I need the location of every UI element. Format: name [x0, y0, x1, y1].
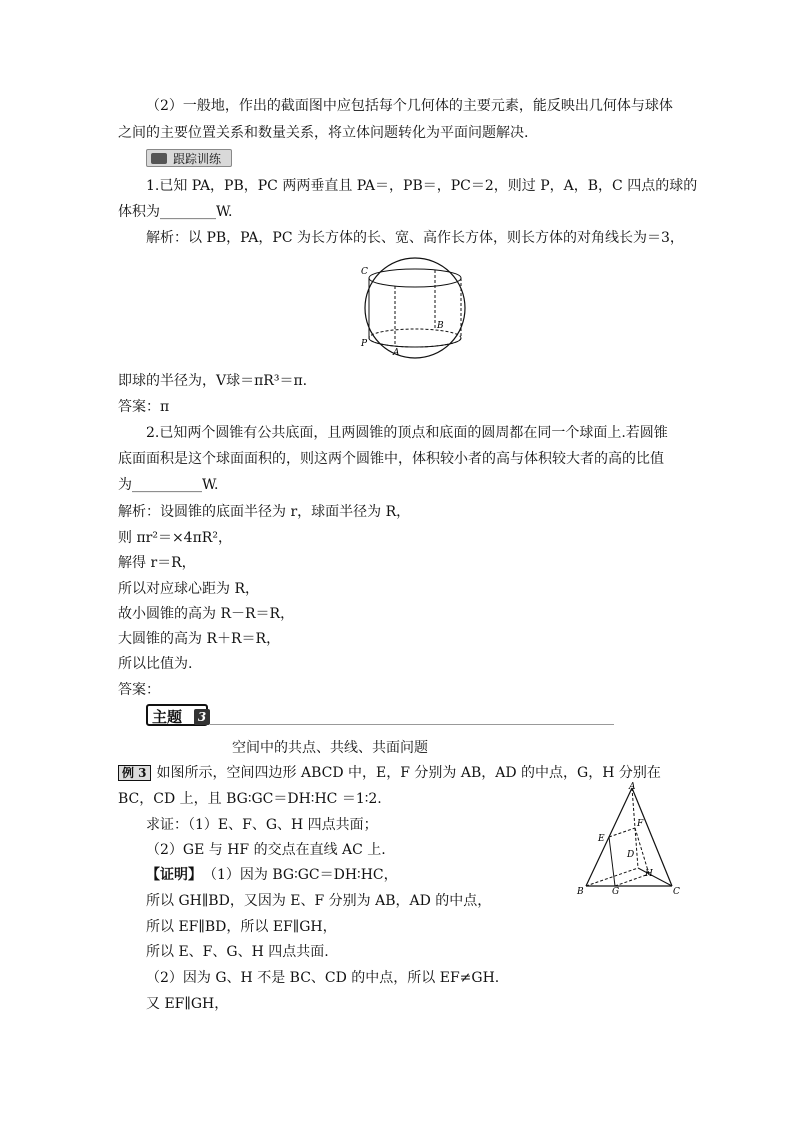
q1-answer: 答案：π: [118, 399, 170, 415]
q2-solution-7: 所以比值为.: [118, 656, 193, 672]
q2-line-3: 为__________W.: [118, 477, 219, 493]
sphere-label-c: C: [361, 267, 368, 277]
q2-line-2: 底面面积是这个球面面积的，则这两个圆锥中，体积较小者的高与体积较大者的高的比值: [118, 451, 664, 467]
q2-solution-5: 故小圆锥的高为 R－R＝R，: [118, 606, 295, 622]
topic-box: [146, 704, 208, 726]
topic-rule: [210, 724, 614, 725]
q2-solution-6: 大圆锥的高为 R＋R＝R，: [118, 631, 281, 647]
tetra-label-a: A: [629, 782, 636, 792]
sphere-label-p: P: [361, 339, 368, 349]
proof-line-1: [146, 866, 398, 884]
q2-solution-4: 所以对应球心距为 R，: [118, 581, 259, 597]
q2-solution-1: 解析：设圆锥的底面半径为 r，球面半径为 R，: [118, 504, 411, 520]
q2-answer: 答案：: [118, 682, 160, 698]
example3-line-2: BC，CD 上，且 BG∶GC＝DH∶HC ＝1∶2.: [118, 791, 382, 807]
sphere-box-figure: [355, 256, 475, 360]
proof-head: 【证明】: [146, 867, 202, 883]
intro-line-1: （2）一般地，作出的截面图中应包括每个几何体的主要元素，能反映出几何体与球体: [146, 98, 673, 114]
tetra-label-e: E: [598, 834, 605, 844]
prove-2: （2）GE 与 HF 的交点在直线 AC 上.: [146, 842, 386, 858]
tag-book-icon: [151, 153, 167, 164]
sphere-label-a: A: [393, 348, 400, 358]
prove-1: 求证：（1）E、F、G、H 四点共面；: [146, 817, 378, 833]
tetra-label-h: H: [645, 869, 653, 879]
tetra-label-g: G: [612, 887, 620, 897]
topic-label: 主题: [152, 708, 183, 726]
section-title: 空间中的共点、共线、共面问题: [232, 740, 428, 756]
tetrahedron-figure: [574, 780, 684, 898]
q1-line-2: 体积为________W.: [118, 204, 233, 220]
intro-line-2: 之间的主要位置关系和数量关系，将立体问题转化为平面问题解决.: [118, 125, 529, 141]
q1-solution-1: 解析：以 PB，PA，PC 为长方体的长、宽、高作长方体，则长方体的对角线长为＝3，: [146, 230, 684, 246]
sphere-label-b: B: [437, 321, 444, 331]
example3-text-1: 如图所示，空间四边形 ABCD 中，E，F 分别为 AB，AD 的中点，G，H 分别在: [156, 765, 661, 781]
q2-solution-3: 解得 r＝R，: [118, 555, 196, 571]
tag-label: 跟踪训练: [173, 152, 222, 166]
q1-solution-2: 即球的半径为，V球＝πR³＝π.: [118, 373, 308, 389]
proof-line-6: 又 EF∥GH，: [146, 996, 229, 1012]
topic-number: 3: [194, 709, 210, 725]
example-badge: 例 3: [118, 765, 151, 781]
tetra-label-d: D: [627, 850, 635, 860]
proof-text-1: （1）因为 BG∶GC＝DH∶HC，: [210, 867, 398, 883]
q1-line-1: 1.已知 PA，PB，PC 两两垂直且 PA＝，PB＝，PC＝2，则过 P，A，B，C 四点的球的: [146, 178, 698, 194]
tetra-label-c: C: [673, 887, 680, 897]
proof-line-2: 所以 GH∥BD，又因为 E、F 分别为 AB，AD 的中点，: [146, 893, 492, 909]
q2-solution-2: 则 πr²＝×4πR²，: [118, 530, 232, 546]
tetra-label-b: B: [577, 887, 584, 897]
proof-line-4: 所以 E、F、G、H 四点共面.: [146, 944, 329, 960]
proof-line-5: （2）因为 G、H 不是 BC、CD 的中点，所以 EF≠GH.: [146, 970, 500, 986]
tracking-training-tag: [146, 149, 232, 167]
tetra-label-f: F: [637, 819, 644, 829]
proof-line-3: 所以 EF∥BD，所以 EF∥GH，: [146, 919, 337, 935]
q2-line-1: 2.已知两个圆锥有公共底面，且两圆锥的顶点和底面的圆周都在同一个球面上.若圆锥: [146, 425, 668, 441]
